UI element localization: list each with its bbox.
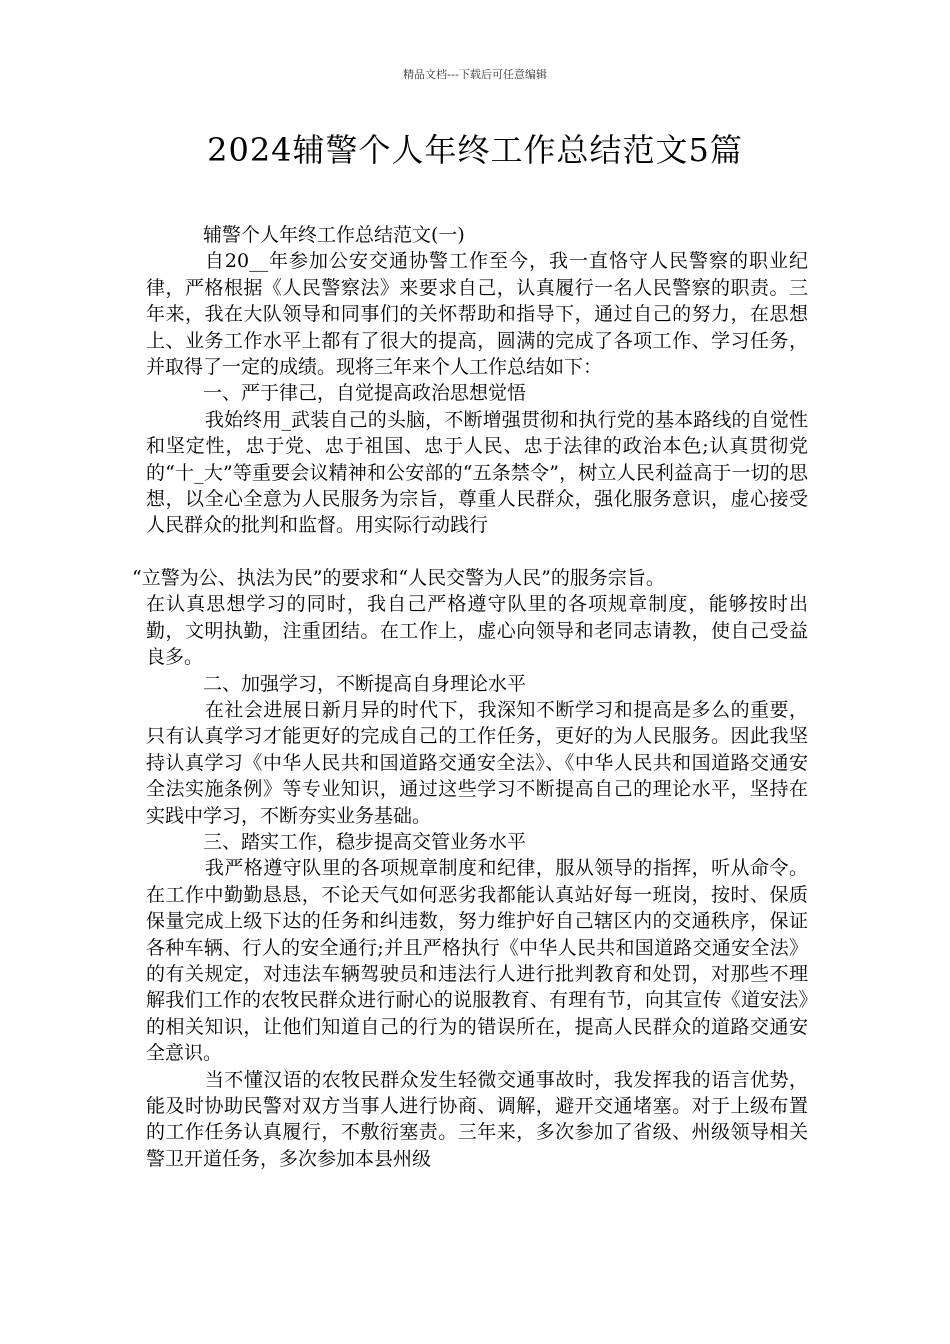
section-heading: 二、加强学习，不断提高自身理论水平: [203, 672, 527, 695]
paragraph: 自20__年参加公安交通协警工作至今，我一直恪守人民警察的职业纪律，严格根据《人民警察法》来要求自己，认真履行一名人民警察的职责。三年来，我在大队领导和同事们的关怀帮助和指导下，通过自己的努力，在思想上、业务工作水平上都有了很大的提高，圆满的完成了各项工作、学习任务，并取得了一定的成绩。现将三年来个人工作总结如下：: [146, 250, 808, 379]
paragraph: 我严格遵守队里的各项规章制度和纪律，服从领导的指挥，听从命令。在工作中勤勤恳恳，不论天气如何恶劣我都能认真站好每一班岗，按时、保质保量完成上级下达的任务和纠违数，努力维护好自己辖区内的交通秩序，保证各种车辆、行人的安全通行;并且严格执行《中华人民共和国道路交通安全法》的有关规定，对违法车辆驾驶员和违法行人进行批判教育和处罚，对那些不理解我们工作的农牧民群众进行耐心的说服教育、有理有节，向其宣传《道安法》的相关知识，让他们知道自己的行为的错误所在，提高人民群众的道路交通安全意识。: [146, 857, 808, 1065]
paragraph: 在认真思想学习的同时，我自己严格遵守队里的各项规章制度，能够按时出勤，文明执勤，注重团结。在工作上，虚心向领导和老同志请教，使自己受益良多。: [146, 593, 808, 669]
document-body: [132, 222, 808, 1172]
section-heading: 辅警个人年终工作总结范文(一): [203, 224, 465, 246]
section-heading: 一、严于律己，自觉提高政治思想觉悟: [203, 382, 527, 405]
paragraph: 当不懂汉语的农牧民群众发生轻微交通事故时，我发挥我的语言优势，能及时协助民警对双方当事人进行协商、调解，避开交通堵塞。对于上级布置的工作任务认真履行，不敷衍塞责。三年来，多次参加了省级、州级领导相关警卫开道任务，多次参加本县州级: [146, 1068, 808, 1170]
paragraph: 在社会进展日新月异的时代下，我深知不断学习和提高是多么的重要，只有认真学习才能更好的完成自己的工作任务，更好的为人民服务。因此我坚持认真学习《中华人民共和国道路交通安全法》、《中华人民共和国道路交通安全法实施条例》等专业知识，通过这些学习不断提高自己的理论水平，坚持在实践中学习，不断夯实业务基础。: [146, 698, 808, 827]
page-header: 精品文档---下载后可任意编辑: [403, 68, 547, 81]
paragraph: “立警为公、执法为民”的要求和“人民交警为人民”的服务宗旨。: [132, 566, 665, 589]
section-heading: 三、踏实工作，稳步提高交管业务水平: [203, 830, 527, 853]
blank-line: [146, 539, 808, 565]
paragraph: 我始终用_武装自己的头脑，不断增强贯彻和执行党的基本路线的自觉性和坚定性，忠于党、忠于祖国、忠于人民、忠于法律的政治本色;认真贯彻党的“十_大”等重要会议精神和公安部的“五条禁令”，树立人民利益高于一切的思想，以全心全意为人民服务为宗旨，尊重人民群众，强化服务意识，虚心接受人民群众的批判和监督。用实际行动践行: [146, 408, 808, 537]
document-title: 2024辅警个人年终工作总结范文5篇: [207, 131, 743, 169]
